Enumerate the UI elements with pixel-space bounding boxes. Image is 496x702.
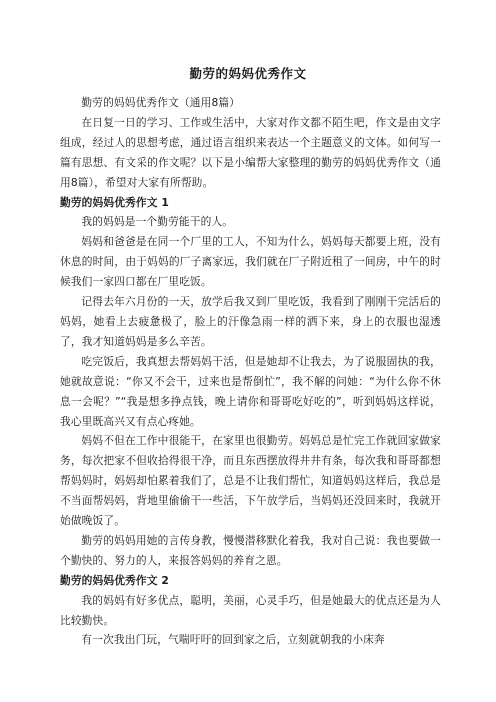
paragraph: 有一次我出门玩，气喘吁吁的回到家之后，立刻就朝我的小床奔 bbox=[81, 633, 385, 647]
intro-paragraph: 在日复一日的学习、工作或生活中，大家对作文都不陌生吧，作文是由文字组成，经过人的思想考虑，通过语言组织来表达一个主题意义的文体。如何写一篇有思想、有文采的作文呢？以下是小编帮大家整理的勤劳的妈妈优秀作文（通用8篇），希望对大家有所帮助。 bbox=[60, 115, 441, 189]
document-body bbox=[60, 93, 441, 650]
section-heading-2: 勤劳的妈妈优秀作文 2 bbox=[60, 573, 169, 587]
paragraph: 我的妈妈是一个勤劳能干的人。 bbox=[81, 215, 234, 229]
paragraph: 勤劳的妈妈用她的言传身教，慢慢潜移默化着我，我对自己说：我也要做一个勤快的、努力的人，来报答妈妈的养育之恩。 bbox=[60, 533, 441, 567]
document-subtitle: 勤劳的妈妈优秀作文（通用8篇） bbox=[81, 96, 241, 109]
paragraph: 我的妈妈有好多优点，聪明，美丽，心灵手巧，但是她最大的优点还是为人比较勤快。 bbox=[60, 593, 441, 627]
document-title: 勤劳的妈妈优秀作文 bbox=[189, 66, 307, 81]
paragraph: 妈妈不但在工作中很能干，在家里也很勤劳。妈妈总是忙完工作就回家做家务，每次把家不但收拾得很干净，而且东西摆放得井井有条，每次我和哥哥都想帮妈妈时，妈妈却怕累着我们了，总是不让我们帮忙，知道妈妈这样后，我总是不当面帮妈妈，背地里偷偷干一些活，下午放学后，当妈妈还没回来时，我就开始做晚饭了。 bbox=[60, 434, 441, 528]
paragraph: 吃完饭后，我真想去帮妈妈干活，但是她却不让我去，为了说服固执的我，她就故意说：“你又不会干，过来也是帮倒忙”，我不解的问她：“为什么你不休息一会呢？”“我是想多挣点钱，晚上请你和哥哥吃好吃的”，听到妈妈这样说，我心里既高兴又有点心疼她。 bbox=[60, 354, 441, 428]
paragraph: 记得去年六月份的一天，放学后我又到厂里吃饭，我看到了刚刚干完活后的妈妈，她看上去疲惫极了，脸上的汗像急雨一样的洒下来，身上的衣服也湿透了，我才知道妈妈是多么辛苦。 bbox=[60, 295, 441, 348]
paragraph: 妈妈和爸爸是在同一个厂里的工人，不知为什么，妈妈每天都要上班，没有休息的时间，由于妈妈的厂子离家远，我们就在厂子附近租了一间房，中午的时候我们一家四口都在厂里吃饭。 bbox=[60, 235, 441, 289]
section-heading-1: 勤劳的妈妈优秀作文 1 bbox=[60, 195, 169, 209]
